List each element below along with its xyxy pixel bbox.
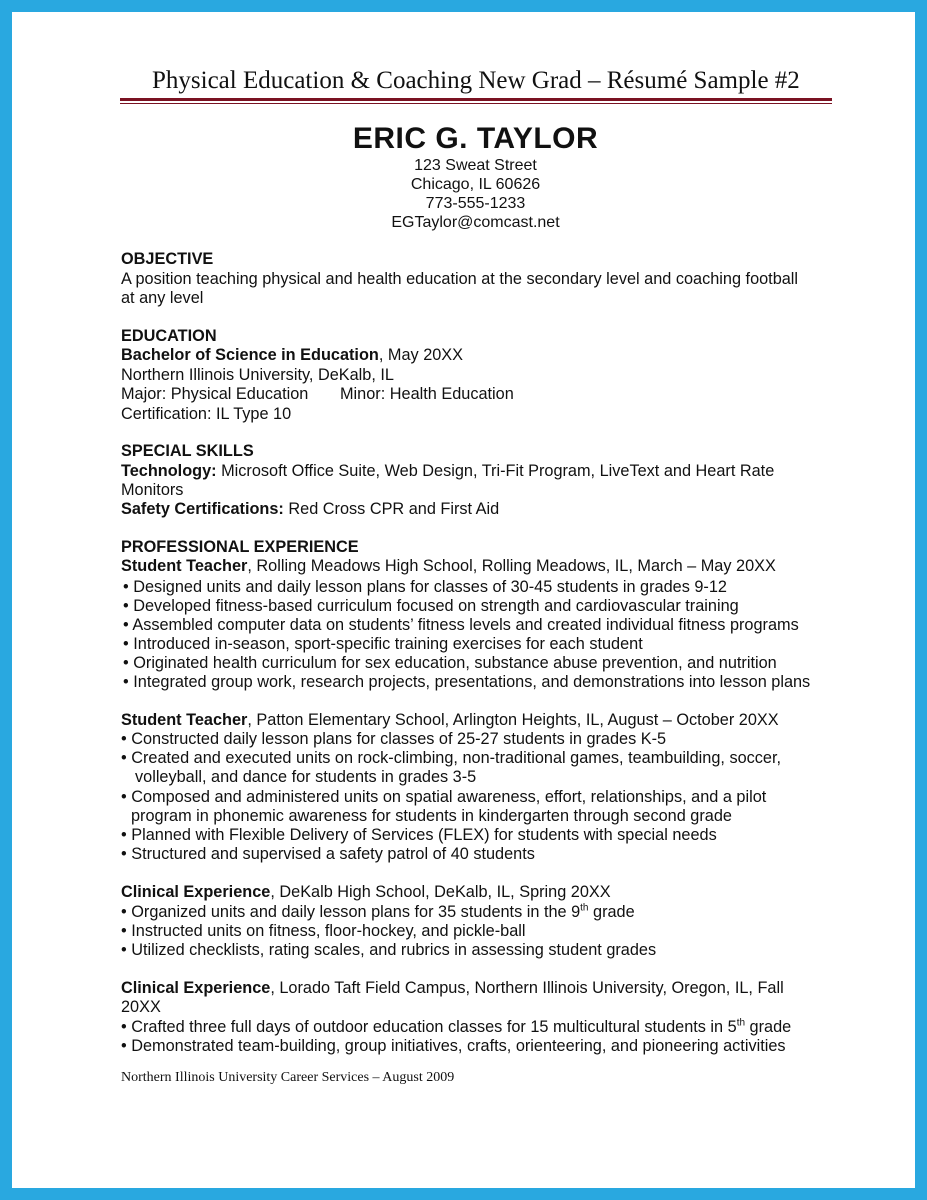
job1-bullet: • Developed fitness-based curriculum focused on strength and cardiovascular training	[123, 597, 739, 617]
skills-technology-line	[121, 462, 774, 482]
contact-phone: 773-555-1233	[425, 195, 526, 212]
education-degree-line	[121, 346, 463, 366]
header-rule-thick	[120, 98, 832, 101]
job3-bullet-end: grade	[588, 903, 635, 921]
job2-bullet: • Structured and supervised a safety patrol of 40 students	[121, 845, 535, 865]
ordinal-superscript: th	[580, 902, 589, 914]
objective-heading: OBJECTIVE	[121, 250, 214, 268]
job1-bullet: • Introduced in-season, sport-specific training exercises for each student	[123, 635, 643, 655]
job1-detail: , Rolling Meadows High School, Rolling Meadows, IL, March – May 20XX	[247, 557, 776, 575]
job1-bullet: • Originated health curriculum for sex education, substance abuse prevention, and nutrition	[123, 654, 777, 674]
job4-header	[121, 979, 784, 999]
job4-bullet	[121, 1018, 791, 1038]
skills-technology-value: Microsoft Office Suite, Web Design, Tri-Fit Program, LiveText and Heart Rate	[216, 462, 775, 480]
job1-title: Student Teacher	[121, 557, 248, 575]
candidate-name: ERIC G. TAYLOR	[352, 122, 599, 155]
job1-bullet: • Designed units and daily lesson plans for classes of 30-45 students in grades 9-12	[123, 578, 727, 598]
job3-header	[121, 883, 611, 903]
job4-header-cont: 20XX	[121, 998, 161, 1016]
job2-bullet: • Planned with Flexible Delivery of Services (FLEX) for students with special needs	[121, 826, 717, 846]
job3-bullet	[121, 903, 635, 923]
job4-bullet-text: Crafted three full days of outdoor education classes for 15 multicultural students in 5	[131, 1018, 737, 1036]
skills-heading: SPECIAL SKILLS	[121, 442, 254, 460]
education-major: Major: Physical Education	[121, 385, 309, 403]
job4-title: Clinical Experience	[121, 979, 271, 997]
header-rule-thin	[120, 103, 832, 104]
job2-detail: , Patton Elementary School, Arlington Heights, IL, August – October 20XX	[247, 711, 779, 729]
contact-city: Chicago, IL 60626	[410, 176, 541, 193]
education-minor: Minor: Health Education	[340, 385, 514, 403]
objective-line-1: A position teaching physical and health education at the secondary level and coaching football	[121, 270, 799, 288]
page-header-title: Physical Education & Coaching New Grad – Résumé Sample #2	[152, 67, 800, 94]
job3-bullet-text: Organized units and daily lesson plans for 35 students in the 9	[131, 903, 581, 921]
job2-bullet: • Created and executed units on rock-climbing, non-traditional games, teambuilding, soccer,	[121, 749, 781, 769]
job3-detail: , DeKalb High School, DeKalb, IL, Spring 20XX	[270, 883, 611, 901]
ordinal-superscript: th	[736, 1017, 746, 1029]
education-school: Northern Illinois University, DeKalb, IL	[121, 366, 394, 384]
job1-bullet: • Integrated group work, research projects, presentations, and demonstrations into lesson plans	[123, 673, 810, 693]
job3-bullet: • Utilized checklists, rating scales, and rubrics in assessing student grades	[121, 941, 656, 961]
job1-bullet: • Assembled computer data on students’ fitness levels and created individual fitness programs	[123, 616, 799, 636]
job3-title: Clinical Experience	[121, 883, 271, 901]
job2-bullet: • Constructed daily lesson plans for classes of 25-27 students in grades K-5	[121, 730, 666, 750]
job2-bullet: • Composed and administered units on spatial awareness, effort, relationships, and a pilot	[121, 788, 766, 808]
degree-date: , May 20XX	[378, 346, 464, 364]
experience-heading: PROFESSIONAL EXPERIENCE	[121, 538, 359, 556]
objective-line-2: at any level	[121, 289, 204, 307]
skills-safety-value: Red Cross CPR and First Aid	[283, 500, 500, 518]
skills-technology-label: Technology:	[121, 462, 217, 480]
contact-email: EGTaylor@comcast.net	[391, 214, 560, 231]
job4-bullet: • Demonstrated team-building, group initiatives, crafts, orienteering, and pioneering activities	[121, 1037, 786, 1057]
job2-bullet-cont: program in phonemic awareness for students in kindergarten through second grade	[131, 807, 732, 825]
contact-street: 123 Sweat Street	[414, 157, 537, 174]
education-heading: EDUCATION	[121, 327, 217, 345]
job4-detail: , Lorado Taft Field Campus, Northern Illinois University, Oregon, IL, Fall	[270, 979, 784, 997]
job2-bullet-cont: volleyball, and dance for students in grades 3-5	[135, 768, 477, 786]
education-certification: Certification: IL Type 10	[121, 405, 292, 423]
job3-bullet: • Instructed units on fitness, floor-hockey, and pickle-ball	[121, 922, 526, 942]
skills-safety-line	[121, 500, 499, 520]
footer-text: Northern Illinois University Career Services – August 2009	[121, 1070, 455, 1085]
skills-technology-cont: Monitors	[121, 481, 184, 499]
job1-header	[121, 557, 776, 577]
job2-header	[121, 711, 779, 731]
skills-safety-label: Safety Certifications:	[121, 500, 284, 518]
degree-title: Bachelor of Science in Education	[121, 346, 379, 364]
job2-title: Student Teacher	[121, 711, 248, 729]
job4-bullet-end: grade	[745, 1018, 792, 1036]
